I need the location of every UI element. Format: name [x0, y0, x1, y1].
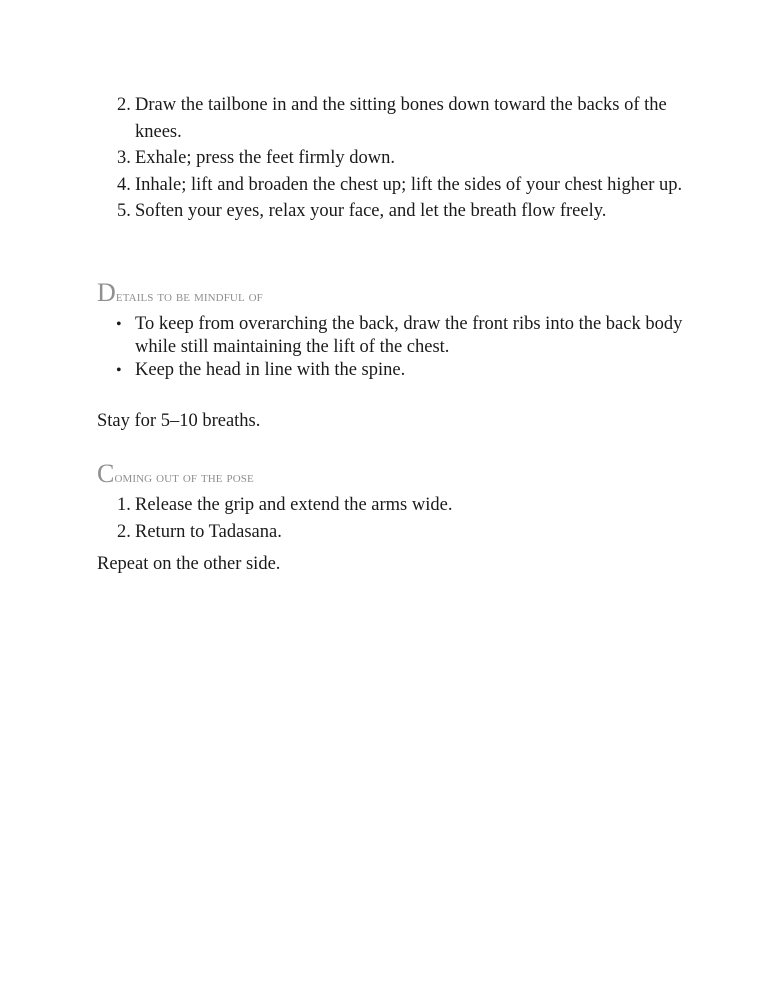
- list-item: [97, 145, 697, 172]
- bullet-icon: •: [116, 362, 122, 379]
- repeat-text: Repeat on the other side.: [97, 554, 281, 574]
- details-bullet-list: [97, 313, 697, 382]
- bullet-icon: •: [116, 316, 122, 333]
- step-text: Release the grip and extend the arms wide.: [135, 495, 453, 515]
- bullet-text: Keep the head in line with the spine.: [135, 360, 406, 380]
- heading-rest: oming out of the pose: [114, 470, 254, 486]
- list-item: [97, 198, 697, 225]
- step-number: 4.: [117, 174, 131, 195]
- bullet-text: To keep from overarching the back, draw the front ribs into the back body while still maintaining the lift of the chest.: [135, 314, 683, 357]
- list-item: [97, 359, 697, 382]
- list-item: [97, 92, 697, 145]
- heading-rest: etails to be mindful of: [115, 289, 263, 305]
- step-number: 1.: [117, 495, 131, 515]
- details-heading: [97, 278, 263, 308]
- step-number: 5.: [117, 201, 131, 221]
- step-text: Soften your eyes, relax your face, and let the breath flow freely.: [135, 201, 607, 221]
- step-text: Return to Tadasana.: [135, 522, 282, 542]
- list-item: [97, 172, 697, 199]
- list-item: [97, 519, 697, 546]
- step-text: Exhale; press the feet firmly down.: [135, 148, 395, 168]
- steps-list-top: [97, 92, 697, 225]
- step-text: Draw the tailbone in and the sitting bones down toward the backs of the knees.: [135, 95, 667, 142]
- stay-text: Stay for 5–10 breaths.: [97, 411, 261, 431]
- step-number: 3.: [117, 148, 131, 168]
- coming-out-heading: [97, 459, 254, 489]
- step-number: 2.: [117, 95, 131, 115]
- coming-out-steps-list: [97, 492, 697, 546]
- heading-initial: D: [97, 278, 116, 307]
- list-item: [97, 492, 697, 519]
- step-text: Inhale; lift and broaden the chest up; lift the sides of your chest higher up.: [135, 174, 683, 195]
- step-number: 2.: [117, 522, 131, 542]
- list-item: [97, 313, 697, 359]
- heading-initial: C: [97, 459, 115, 488]
